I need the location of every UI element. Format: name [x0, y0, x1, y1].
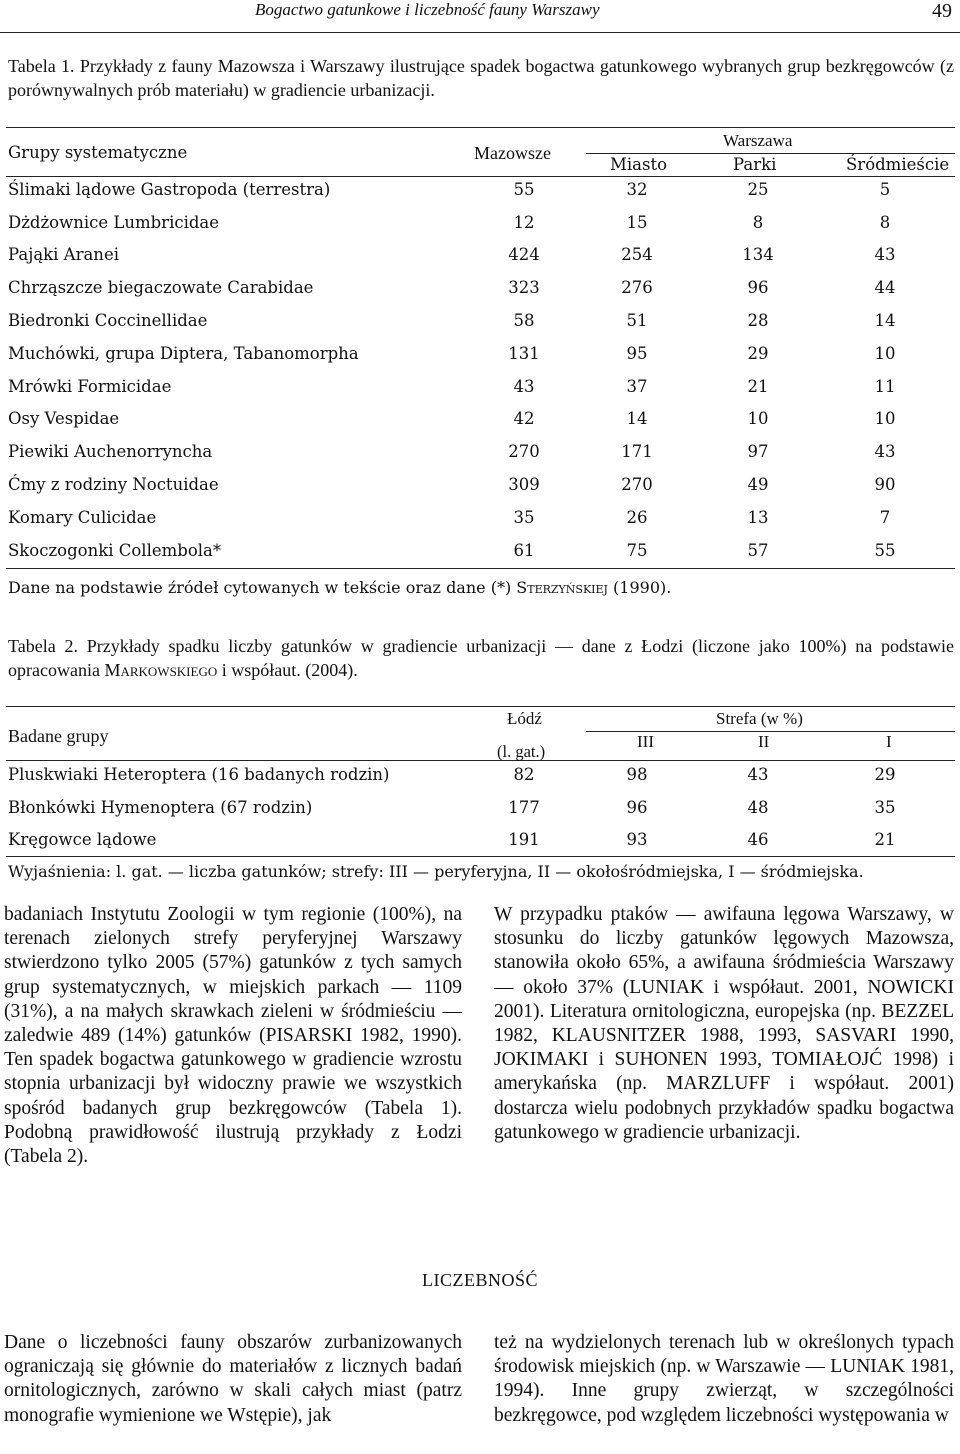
cell-mazowsze: 35: [513, 507, 535, 527]
table-row: [8, 534, 952, 567]
body-right-column-2: też na wydzielonych terenach lub w określonych typach środowisk miejskich (np. w Warszawie — LUNIAK 1981, 1994). Inne grupy zwierząt, w szczególności bezkręgowce, pod względem liczebności występowania w: [494, 1332, 954, 1426]
table1: [8, 173, 952, 567]
cell-srodmiescie: 44: [874, 278, 896, 298]
cell-parki: 13: [747, 507, 769, 527]
row-label: Chrząszcze biegaczowate Carabidae: [8, 278, 314, 298]
row-label: Pająki Aranei: [8, 245, 119, 265]
cell-parki: 96: [747, 278, 769, 298]
table2-header-zone2: II: [758, 732, 770, 751]
row-label: Pluskwiaki Heteroptera (16 badanych rodzin): [8, 764, 390, 784]
running-head-title: Bogactwo gatunkowe i liczebność fauny Warszawy: [255, 0, 600, 19]
row-label: Piewiki Auchenorryncha: [8, 442, 213, 462]
cell-mazowsze: 270: [508, 442, 540, 462]
cell-miasto: 51: [626, 311, 648, 331]
row-label: Ćmy z rodziny Noctuidae: [8, 475, 219, 495]
table1-header-miasto: Miasto: [610, 155, 668, 174]
cell-z1: 21: [874, 830, 896, 850]
cell-z1: 35: [874, 797, 896, 817]
cell-lodz: 177: [508, 797, 540, 817]
table2-caption: [8, 634, 954, 682]
row-label: Skoczogonki Collembola*: [8, 540, 222, 560]
cell-parki: 57: [747, 540, 769, 560]
table1-header-warszawa: Warszawa: [723, 131, 793, 150]
row-label: Kręgowce lądowe: [8, 830, 157, 850]
table1-header-group: Grupy systematyczne: [8, 143, 188, 162]
cell-srodmiescie: 11: [874, 376, 896, 396]
cell-parki: 21: [747, 376, 769, 396]
table-row: [8, 468, 952, 501]
table2-header-lodz: Łódź: [507, 709, 542, 728]
table2-caption-tail: i współaut. (2004).: [217, 660, 358, 680]
cell-miasto: 95: [626, 343, 648, 363]
cell-mazowsze: 131: [508, 343, 540, 363]
table-row: [8, 791, 952, 824]
row-label: Dżdżownice Lumbricidae: [8, 212, 220, 232]
cell-lodz: 191: [508, 830, 540, 850]
cell-z3: 93: [626, 830, 648, 850]
table1-header-mazowsze: Mazowsze: [474, 143, 551, 163]
table-row: [8, 824, 952, 857]
table2-header-strefa: Strefa (w %): [716, 709, 803, 728]
table2-header-zone3: III: [637, 732, 654, 751]
cell-lodz: 82: [513, 764, 535, 784]
table1-header-parki: Parki: [733, 155, 777, 174]
row-label: Komary Culicidae: [8, 507, 157, 527]
cell-z2: 46: [747, 830, 769, 850]
cell-parki: 49: [747, 475, 769, 495]
cell-z1: 29: [874, 764, 896, 784]
cell-srodmiescie: 90: [874, 475, 896, 495]
cell-z2: 48: [747, 797, 769, 817]
cell-mazowsze: 309: [508, 475, 540, 495]
section-title: LICZEBNOŚĆ: [421, 1270, 538, 1290]
row-label: Muchówki, grupa Diptera, Tabanomorpha: [8, 343, 359, 363]
table2-caption-author: Markowskiego: [104, 660, 218, 680]
cell-mazowsze: 323: [508, 278, 540, 298]
table1-footnote: [8, 578, 671, 597]
cell-parki: 25: [747, 179, 769, 199]
table1-footnote-year: (1990).: [607, 578, 672, 597]
table2-bottom-rule: [6, 856, 955, 857]
table-row: [8, 239, 952, 272]
cell-parki: 10: [747, 409, 769, 429]
body-left-column: badaniach Instytutu Zoologii w tym regionie (100%), na terenach zielonych strefy peryferyjnej Warszawy stwierdzono tylko 2005 (57%) gatunków z tych samych grup systematycznych, w miejskich parkach — 1109 (31%), a na małych skrawkach zieleni w śródmieściu — zaledwie 489 (14%) gatunków (PISARSKI 1982, 1990). Ten spadek bogactwa gatunkowego w gradiencie wzrostu stopnia urbanizacji był widoczny prawie we wszystkich spośród badanych grup bezkręgowców (Tabela 1). Podobną prawidłowość ilustrują przykłady z Łodzi (Tabela 2).: [4, 904, 462, 1168]
cell-z3: 96: [626, 797, 648, 817]
cell-mazowsze: 61: [513, 540, 535, 560]
cell-z2: 43: [747, 764, 769, 784]
cell-miasto: 37: [626, 376, 648, 396]
table2: [8, 758, 952, 856]
table1-footnote-author: Sterzyńskiej: [516, 578, 608, 597]
cell-mazowsze: 58: [513, 311, 535, 331]
cell-mazowsze: 12: [513, 212, 535, 232]
table-row: [8, 501, 952, 534]
row-label: Mrówki Formicidae: [8, 376, 172, 396]
cell-parki: 28: [747, 311, 769, 331]
row-label: Biedronki Coccinellidae: [8, 311, 208, 331]
table-row: [8, 403, 952, 436]
cell-z3: 98: [626, 764, 648, 784]
cell-parki: 97: [747, 442, 769, 462]
cell-miasto: 15: [626, 212, 648, 232]
table2-top-rule: [6, 706, 955, 707]
cell-mazowsze: 55: [513, 179, 535, 199]
cell-miasto: 26: [626, 507, 648, 527]
cell-srodmiescie: 10: [874, 409, 896, 429]
cell-mazowsze: 424: [508, 245, 540, 265]
cell-srodmiescie: 43: [874, 245, 896, 265]
cell-srodmiescie: 10: [874, 343, 896, 363]
cell-miasto: 270: [621, 475, 653, 495]
cell-parki: 29: [747, 343, 769, 363]
cell-srodmiescie: 8: [879, 212, 891, 232]
cell-parki: 8: [752, 212, 764, 232]
cell-srodmiescie: 55: [874, 540, 896, 560]
table-row: [8, 173, 952, 206]
table-row: [8, 337, 952, 370]
cell-srodmiescie: 7: [879, 507, 891, 527]
cell-miasto: 276: [621, 278, 653, 298]
table1-bottom-rule: [6, 568, 955, 569]
table2-header-zone1: I: [886, 732, 892, 751]
row-label: Ślimaki lądowe Gastropoda (terrestra): [8, 179, 331, 199]
table-row: [8, 370, 952, 403]
table2-header-group: Badane grupy: [8, 726, 109, 746]
table1-top-rule: [6, 127, 955, 128]
cell-srodmiescie: 5: [879, 179, 891, 199]
row-label: Błonkówki Hymenoptera (67 rodzin): [8, 797, 313, 817]
table-row: [8, 304, 952, 337]
cell-srodmiescie: 14: [874, 311, 896, 331]
running-head: [0, 0, 960, 33]
cell-srodmiescie: 43: [874, 442, 896, 462]
table1-caption: Tabela 1. Przykłady z fauny Mazowsza i Warszawy ilustrujące spadek bogactwa gatunkowego wybranych grup bezkręgowców (z porównywalnych prób materiału) w gradiencie urbanizacji.: [8, 56, 954, 100]
table-row: [8, 206, 952, 239]
cell-miasto: 75: [626, 540, 648, 560]
cell-miasto: 171: [621, 442, 653, 462]
table1-footnote-text: Dane na podstawie źródeł cytowanych w tekście oraz dane (*): [8, 578, 517, 597]
table-row: [8, 435, 952, 468]
cell-parki: 134: [742, 245, 774, 265]
body-right-column: W przypadku ptaków — awifauna lęgowa Warszawy, w stosunku do liczby gatunków lęgowych Mazowsza, stanowiła około 65%, a awifauna śródmieścia Warszawy — około 37% (LUNIAK i współaut. 2001, NOWICKI 2001). Literatura ornitologiczna, europejska (np. BEZZEL 1982, KLAUSNITZER 1988, 1993, SASVARI 1990, JOKIMAKI i SUHONEN 1993, TOMIAŁOJĆ 1998) i amerykańska (np. MARZLUFF i współaut. 2001) dostarcza wielu podobnych przykładów spadku bogactwa gatunkowego w gradiencie urbanizacji.: [494, 904, 954, 1143]
cell-miasto: 254: [621, 245, 653, 265]
row-label: Osy Vespidae: [8, 409, 120, 429]
cell-mazowsze: 43: [513, 376, 535, 396]
table2-caption-text: Tabela 2. Przykłady spadku liczby gatunków w gradiencie urbanizacji — dane z Łodzi (liczone jako 100%) na podstawie opracowania: [8, 636, 954, 680]
cell-miasto: 14: [626, 409, 648, 429]
table2-note: Wyjaśnienia: l. gat. — liczba gatunków; strefy: III — peryferyjna, II — okołośródmiejska, I — śródmiejska.: [8, 862, 864, 881]
cell-mazowsze: 42: [513, 409, 535, 429]
table1-warszawa-rule: [586, 153, 955, 154]
table1-header-srodmiescie: Śródmieście: [846, 155, 950, 174]
table2-header-lgat: (l. gat.): [497, 742, 546, 761]
table2-body: [8, 758, 952, 856]
table1-body: [8, 173, 952, 567]
table-row: [8, 271, 952, 304]
body-left-column-2: Dane o liczebności fauny obszarów zurbanizowanych ograniczają się głównie do materiałów z licznych badań ornitologicznych, zarówno w skali całych miast (patrz monografie wymienione we Wstępie), jak: [4, 1332, 462, 1426]
cell-miasto: 32: [626, 179, 648, 199]
page-number: 49: [932, 0, 952, 22]
table-row: [8, 758, 952, 791]
